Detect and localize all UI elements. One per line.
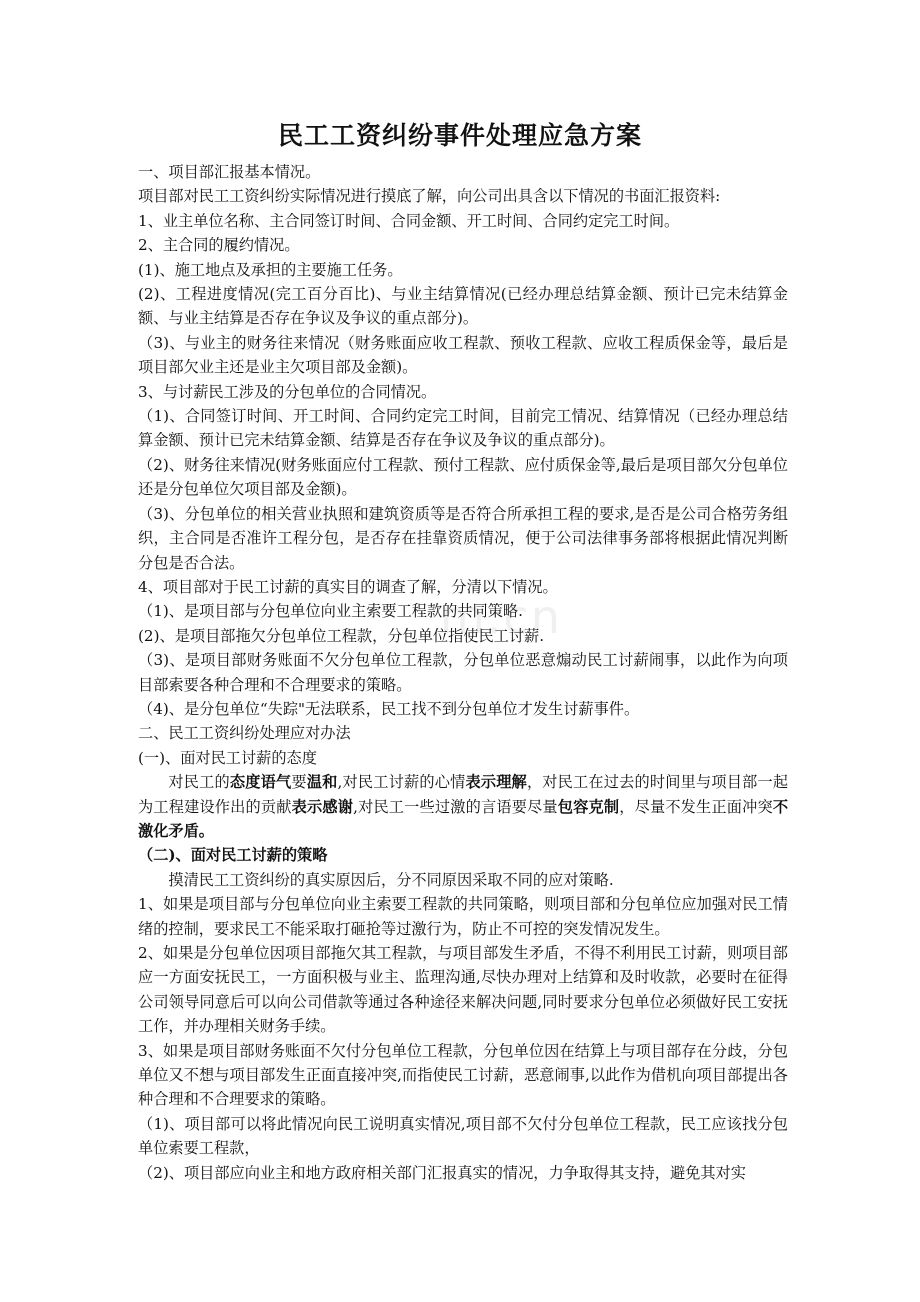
subsection-heading: (一)、面对民工讨薪的态度 (138, 748, 317, 767)
attitude-paragraph (138, 770, 788, 843)
list-item: （2)、财务往来情况(财务账面应付工程款、预付工程款、应付质保金等,最后是项目部欠分包单位还是分包单位欠项目部及金额)。 (138, 455, 788, 499)
list-item: (2)、是项目部拖欠分包单位工程款，分包单位指使民工讨薪. (138, 626, 545, 645)
list-item: （4)、是分包单位“失踪"无法联系，民工找不到分包单位才发生讨薪事件。 (138, 699, 640, 718)
list-item: 3、与讨薪民工涉及的分包单位的合同情况。 (138, 382, 437, 401)
text-run: ,对民工一些过激的言语要尽量 (353, 797, 558, 816)
list-item: (2)、工程进度情况(完工百分百比)、与业主结算情况(已经办理总结算金额、预计已完未结算金额、与业主结算是否存在争议及争议的重点部分)。 (138, 285, 788, 328)
list-item: （3)、分包单位的相关营业执照和建筑资质等是否符合所承担工程的要求,是否是公司合格劳务组织，主合同是否准许工程分包，是否存在挂靠资质情况，便于公司法律事务部将根据此情况判断分包是否合法。 (138, 504, 788, 572)
list-item: 2、主合同的履约情况。 (138, 236, 300, 255)
list-item: 4、项目部对于民工讨薪的真实目的调查了解，分清以下情况。 (138, 577, 558, 596)
text-run: ，尽量不发生正面冲突 (619, 797, 773, 816)
list-item: （1)、项目部可以将此情况向民工说明真实情况,项目部不欠付分包单位工程款，民工应该找分包单位索要工程款， (138, 1114, 788, 1158)
emphasis-text: 不激化矛盾。 (138, 797, 789, 840)
paragraph: 项目部对民工工资纠纷实际情况进行摸底了解，向公司出具含以下情况的书面汇报资料: (138, 187, 721, 206)
document-body (138, 160, 788, 1185)
text-run: 要 (291, 773, 307, 792)
section-heading: 一、项目部汇报基本情况。 (138, 163, 321, 181)
list-item: 1、如果是项目部与分包单位向业主索要工程款的共同策略，则项目部和分包单位应加强对民工情绪的控制，要求民工不能采取打砸抢等过激行为，防止不可控的突发情况发生。 (138, 895, 788, 938)
list-item: （1)、合同签订时间、开工时间、合同约定完工时间，目前完工情况、结算情况（已经办理总结算金额、预计已完未结算金额、结算是否存在争议及争议的重点部分)。 (138, 407, 788, 450)
list-item: 2、如果是分包单位因项目部拖欠其工程款，与项目部发生矛盾，不得不利用民工讨薪，则项目部应一方面安抚民工，一方面积极与业主、监理沟通,尽快办理对上结算和及时收款，必要时在征得公司领导同意后可以向公司借款等通过各种途径来解决问题,同时要求分包单位必须做好民工安抚工作，并办理相关财务手续。 (138, 944, 788, 1036)
subsection-heading: （二)、面对民工讨薪的策略 (138, 846, 328, 865)
list-item: (1)、施工地点及承担的主要施工任务。 (138, 260, 403, 279)
text-run: ,对民工讨薪的心情 (337, 773, 466, 792)
list-item: 1、业主单位名称、主合同签订时间、合同金额、开工时间、合同约定完工时间。 (138, 211, 680, 230)
section-heading: 二、民工工资纠纷处理应对办法 (138, 724, 351, 743)
list-item: （1)、是项目部与分包单位向业主索要工程款的共同策略. (138, 602, 523, 621)
list-item: 3、如果是项目部财务账面不欠付分包单位工程款，分包单位因在结算上与项目部存在分歧，分包单位又不想与项目部发生正面直接冲突,而指使民工讨薪，恶意闹事,以此作为借机向项目部提出各种合理和不合理要求的策略。 (138, 1041, 788, 1109)
emphasis-text: 态度语气 (229, 773, 292, 792)
watermark: m.cn (440, 590, 562, 644)
list-item: （2)、项目部应向业主和地方政府相关部门汇报真实的情况，力争取得其支持，避免其对实 (138, 1163, 746, 1182)
document-title: 民工工资纠纷事件处理应急方案 (277, 121, 642, 150)
emphasis-text: 包容克制 (557, 797, 620, 816)
list-item: （3)、是项目部财务账面不欠分包单位工程款，分包单位恶意煽动民工讨薪闹事，以此作为向项目部索要各种合理和不合理要求的策略。 (138, 651, 788, 694)
paragraph: 摸清民工工资纠纷的真实原因后，分不同原因采取不同的应对策略. (168, 870, 614, 889)
text-run: 对民工的 (168, 773, 230, 792)
emphasis-text: 温和 (306, 773, 338, 792)
emphasis-text: 表示理解 (465, 773, 527, 792)
emphasis-text: 表示感谢 (291, 797, 354, 816)
text-run: ，对民工在过去的时间里与项目部一起为工程建设作出的贡献 (138, 773, 789, 816)
list-item: （3)、与业主的财务往来情况（财务账面应收工程款、预收工程款、应收工程质保金等，最后是项目部欠业主还是业主欠项目部及金额)。 (138, 333, 788, 377)
